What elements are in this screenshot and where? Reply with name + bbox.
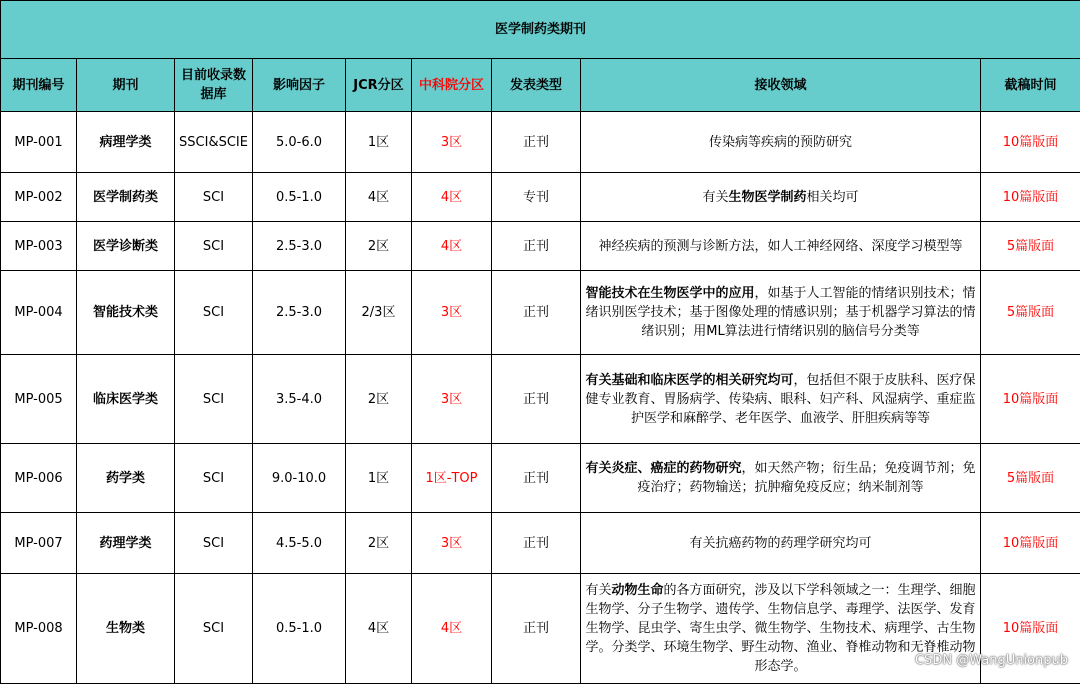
cell-db: SCI [175,222,253,271]
field-text: 相关均可 [806,189,859,205]
cell-jcr: 2区 [346,355,412,444]
cell-deadline: 10篇版面 [981,513,1080,574]
cell-db: SCI [175,271,253,355]
header-db: 目前收录数据库 [175,59,253,112]
cell-type: 正刊 [492,355,581,444]
cell-journal: 药理学类 [77,513,175,574]
cell-jcr: 4区 [346,574,412,684]
cell-db: SCI [175,355,253,444]
csdn-watermark: CSDN @WangUnionpub [915,653,1068,668]
table-row [1,444,1080,513]
cell-impact: 0.5-1.0 [253,574,346,684]
field-text: ，包括但不限于皮肤科、医疗保健专业教育、胃肠病学、传染病、眼科、妇产科、风湿病学、重症监护医学和麻醉学、老年医学、血液学、肝胆疾病等等 [585,372,976,426]
field-text: 神经疾病的预测与诊断方法，如人工神经网络、深度学习模型等 [598,238,963,254]
cell-db: SCI [175,513,253,574]
cell-cas: 3区 [412,271,492,355]
cell-type: 正刊 [492,513,581,574]
field-text: 有关抗癌药物的药理学研究均可 [689,535,872,551]
cell-id: MP-005 [1,355,77,444]
field-bold: 智能技术在生物医学中的应用 [585,286,755,301]
table-row [1,355,1080,444]
cell-field [581,444,981,513]
field-text: ，如基于人工智能的情绪识别技术；情绪识别医学技术；基于图像处理的情感识别；基于机器学习算法的情绪识别；用ML算法进行情绪识别的脑信号分类等 [585,286,976,339]
cell-jcr: 4区 [346,173,412,222]
cell-id: MP-002 [1,173,77,222]
header-impact: 影响因子 [253,59,346,112]
cell-type: 正刊 [492,271,581,355]
header-deadline: 截稿时间 [981,59,1080,112]
cell-journal: 医学制药类 [77,173,175,222]
cell-deadline: 10篇版面 [981,112,1080,173]
cell-impact: 9.0-10.0 [253,444,346,513]
table-row [1,222,1080,271]
cell-id: MP-004 [1,271,77,355]
cell-cas: 1区-TOP [412,444,492,513]
cell-jcr: 2区 [346,222,412,271]
cell-field [581,513,981,574]
cell-id: MP-003 [1,222,77,271]
cell-deadline: 10篇版面 [981,574,1080,684]
header-journal: 期刊 [77,59,175,112]
cell-jcr: 2/3区 [346,271,412,355]
cell-journal: 医学诊断类 [77,222,175,271]
cell-journal: 药学类 [77,444,175,513]
cell-journal: 智能技术类 [77,271,175,355]
cell-field [581,173,981,222]
cell-cas: 3区 [412,112,492,173]
cell-db: SCI [175,444,253,513]
header-type: 发表类型 [492,59,581,112]
header-field: 接收领域 [581,59,981,112]
cell-impact: 2.5-3.0 [253,271,346,355]
header-row [1,59,1080,112]
field-text: 传染病等疾病的预防研究 [708,134,852,150]
table-row [1,513,1080,574]
header-jcr: JCR分区 [346,59,412,112]
cell-field [581,112,981,173]
cell-type: 正刊 [492,444,581,513]
cell-id: MP-008 [1,574,77,684]
cell-db: SCI [175,574,253,684]
field-bold: 有关炎症、癌症的药物研究 [585,461,742,476]
cell-cas: 4区 [412,173,492,222]
cell-deadline: 10篇版面 [981,173,1080,222]
cell-field [581,271,981,355]
cell-cas: 3区 [412,355,492,444]
field-bold: 动物生命 [611,583,664,598]
field-pre: 有关 [702,189,729,205]
field-text: 的各方面研究，涉及以下学科领域之一：生理学、细胞生物学、分子生物学、遗传学、生物信息学、毒理学、法医学、发育生物学、昆虫学、寄生虫学、微生物学、生物技术、病理学、古生物学。分类学、环境生物学、野生动物、渔业、脊椎动物和无脊椎动物形态学。 [585,583,976,674]
field-bold: 有关基础和临床医学的相关研究均可 [585,372,794,388]
cell-impact: 3.5-4.0 [253,355,346,444]
table-row [1,173,1080,222]
cell-deadline: 5篇版面 [981,444,1080,513]
title-row [1,1,1080,59]
cell-id: MP-007 [1,513,77,574]
cell-impact: 0.5-1.0 [253,173,346,222]
field-text: ，如天然产物；衍生品；免疫调节剂；免疫治疗；药物输送；抗肿瘤免疫反应；纳米制剂等 [637,461,976,495]
cell-journal: 临床医学类 [77,355,175,444]
cell-jcr: 1区 [346,112,412,173]
cell-journal: 病理学类 [77,112,175,173]
cell-id: MP-001 [1,112,77,173]
header-cas: 中科院分区 [412,59,492,112]
field-bold: 生物医学制药 [728,189,807,205]
cell-id: MP-006 [1,444,77,513]
cell-journal: 生物类 [77,574,175,684]
cell-db: SCI [175,173,253,222]
cell-type: 正刊 [492,222,581,271]
cell-deadline: 10篇版面 [981,355,1080,444]
table-row [1,112,1080,173]
header-id: 期刊编号 [1,59,77,112]
cell-deadline: 5篇版面 [981,271,1080,355]
table-title: 医学制药类期刊 [1,1,1080,59]
cell-impact: 4.5-5.0 [253,513,346,574]
table-row [1,271,1080,355]
cell-cas: 3区 [412,513,492,574]
field-pre: 有关 [585,583,612,598]
cell-jcr: 2区 [346,513,412,574]
cell-cas: 4区 [412,222,492,271]
cell-type: 正刊 [492,112,581,173]
cell-jcr: 1区 [346,444,412,513]
cell-type: 专刊 [492,173,581,222]
cell-impact: 5.0-6.0 [253,112,346,173]
cell-cas: 4区 [412,574,492,684]
cell-impact: 2.5-3.0 [253,222,346,271]
cell-type: 正刊 [492,574,581,684]
cell-db: SSCI&SCIE [175,112,253,173]
cell-field [581,222,981,271]
cell-field [581,355,981,444]
cell-deadline: 5篇版面 [981,222,1080,271]
